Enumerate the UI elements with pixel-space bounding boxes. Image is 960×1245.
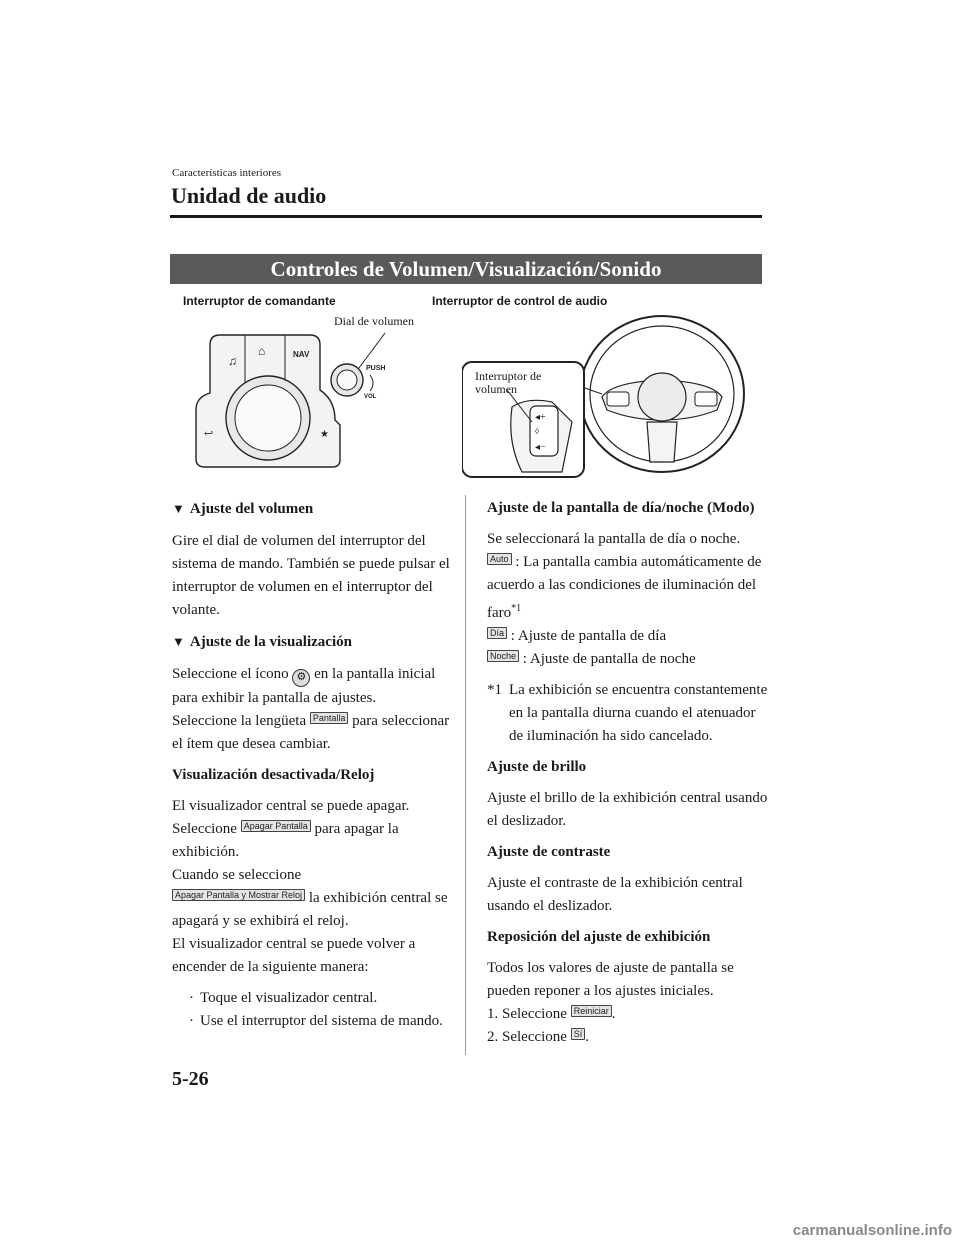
section-banner: Controles de Volumen/Visualización/Sonido [170, 254, 762, 284]
settings-gear-icon: ⚙ [292, 669, 310, 687]
voice-icon: ◊ [535, 427, 539, 436]
nav-key-label: NAV [293, 350, 310, 359]
auto-button[interactable]: Auto [487, 553, 512, 565]
chapter-rule [170, 215, 762, 218]
heading-reset: Reposición del ajuste de exhibición [487, 929, 711, 945]
list-item: · Toque el visualizador central. [172, 987, 454, 1010]
heading-contraste: Ajuste de contraste [487, 844, 611, 860]
callout-volume-switch-line1: Interruptor de [475, 369, 542, 383]
tab-pantalla[interactable]: Pantalla [310, 712, 349, 724]
heading-display-off: Visualización desactivada/Reloj [172, 767, 375, 783]
column-divider [465, 495, 466, 1055]
volume-up-icon: ◂+ [535, 412, 546, 423]
back-icon: ↩ [204, 428, 214, 440]
watermark: carmanualsonline.info [792, 1222, 952, 1239]
figure-label-audio-control: Interruptor de control de audio [432, 294, 608, 308]
volume-down-icon: ◂− [535, 442, 546, 453]
heading-brillo: Ajuste de brillo [487, 759, 587, 775]
text-display-off: El visualizador central se puede apagar. Seleccione Apagar Pantalla para apagar la exhibición. Cuando se seleccione Apagar Pantalla y Mostrar Reloj la exhibición central se apagará y se exhibirá el reloj. El visualizador central se puede volver a encender de la siguiente manera: [172, 798, 448, 975]
chapter-title: Unidad de audio [171, 183, 327, 208]
apagar-pantalla-button[interactable]: Apagar Pantalla [241, 820, 311, 832]
heading-display: ▼ Ajuste de la visualización [172, 634, 352, 650]
left-column [172, 497, 454, 1033]
push-label: PUSH [366, 365, 386, 372]
text-display-1: Seleccione el ícono ⚙ en la pantalla inicial para exhibir la pantalla de ajustes. Seleccione la lengüeta Pantalla para seleccionar el ítem que desea cambiar. [172, 666, 450, 752]
text-volume: Gire el dial de volumen del interruptor del sistema de mando. También se puede pulsar el interruptor de volumen en el interruptor del volante. [172, 533, 450, 618]
page-number: 5-26 [172, 1068, 209, 1090]
bullet-list [172, 987, 454, 1033]
dia-button[interactable]: Día [487, 627, 507, 639]
text-reset: Todos los valores de ajuste de pantalla se pueden reponer a los ajustes iniciales. 1. Seleccione Reiniciar . 2. Seleccione Sí . [487, 960, 734, 1045]
heading-mode: Ajuste de la pantalla de día/noche (Modo) [487, 500, 755, 516]
section-label: Características interiores [172, 167, 282, 179]
text-brillo: Ajuste el brillo de la exhibición central usando el deslizador. [487, 790, 768, 829]
right-column [487, 497, 769, 1057]
noche-button[interactable]: Noche [487, 650, 519, 662]
heading-volume: ▼ Ajuste del volumen [172, 501, 314, 517]
home-icon: ⌂ [258, 344, 266, 358]
text-mode: Se seleccionará la pantalla de día o noche. Auto : La pantalla cambia automáticamente de acuerdo a las condiciones de iluminación del faro$^{*1}$ Día : Ajuste de pantalla de día Noche : Ajuste de pantalla de noche [487, 531, 762, 667]
si-button[interactable]: Sí [571, 1028, 586, 1040]
footnote: *1 La exhibición se encuentra constantemente en la pantalla diurna cuando el atenuador de iluminación ha sido cancelado. [487, 682, 768, 744]
text-contraste: Ajuste el contraste de la exhibición central usando el deslizador. [487, 875, 743, 914]
music-icon: ♫ [228, 354, 237, 368]
vol-label: VOL [364, 394, 377, 400]
callout-volume-switch-line2: volumen [475, 382, 517, 396]
list-item: · Use el interruptor del sistema de mando. [172, 1010, 454, 1033]
figure-label-commander: Interruptor de comandante [183, 294, 336, 308]
apagar-pantalla-mostrar-reloj-button[interactable]: Apagar Pantalla y Mostrar Reloj [172, 889, 305, 901]
callout-volume-dial: Dial de volumen [334, 314, 414, 328]
reiniciar-button[interactable]: Reiniciar [571, 1005, 612, 1017]
commander-switch-illustration [190, 325, 405, 470]
favorite-star-icon: ★ [320, 429, 329, 440]
